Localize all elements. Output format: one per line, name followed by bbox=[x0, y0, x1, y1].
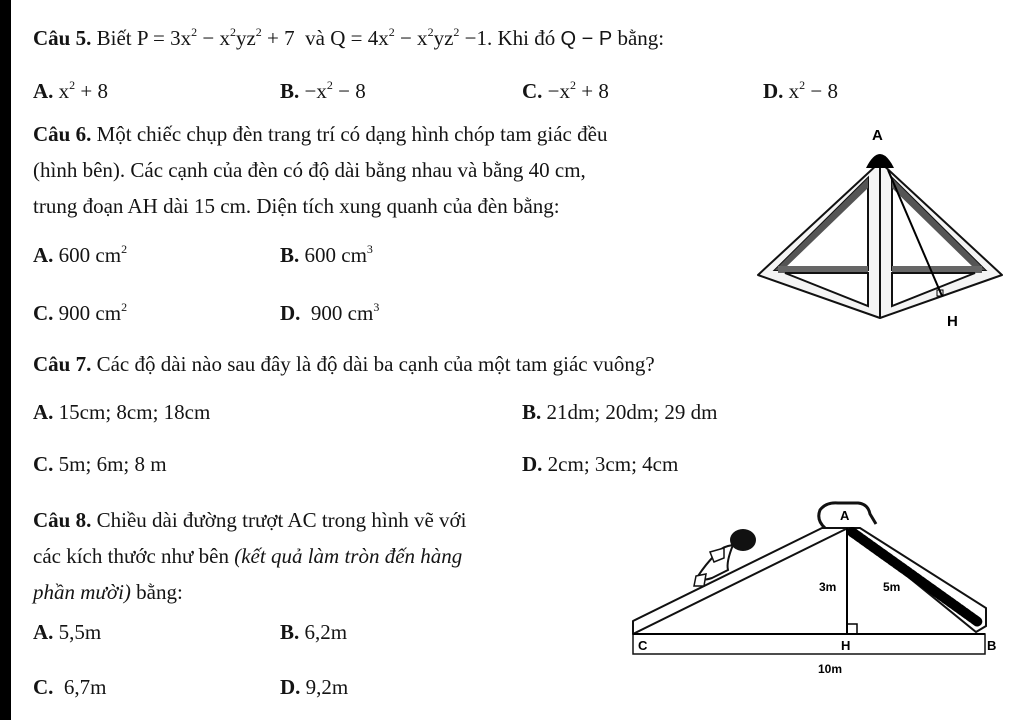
vertex-label-c: C bbox=[638, 638, 648, 653]
q6-line-2: (hình bên). Các cạnh của đèn có độ dài bằng nhau và bằng 40 cm, bbox=[33, 158, 586, 182]
q7-stem bbox=[33, 352, 655, 376]
q8-option-b[interactable]: B. 6,2m bbox=[280, 620, 348, 644]
vertex-label-h: H bbox=[841, 638, 851, 653]
q5-label: Câu 5. bbox=[33, 26, 92, 50]
q8-label: Câu 8. bbox=[33, 508, 92, 532]
q8-line-2: các kích thước như bên bbox=[33, 544, 229, 568]
q5-option-c[interactable]: C. $-x^2 + 8$ bbox=[522, 78, 609, 103]
q5-q-expression: $Q = 4x^2 - x^2yz^2 -1$ bbox=[330, 25, 487, 50]
pyramid-right-base-bar bbox=[892, 266, 982, 273]
q7-text: Các độ dài nào sau đây là độ dài ba cạnh của một tam giác vuông? bbox=[96, 352, 655, 376]
q5-option-a[interactable]: A. $x^2 + 8$ bbox=[33, 78, 109, 103]
apex-label-a: A bbox=[872, 127, 883, 144]
q6-option-c[interactable]: C. 900 $cm^2$ bbox=[33, 300, 128, 325]
length-label-cb: 10m bbox=[818, 662, 843, 676]
q5-p-expression: $P = 3x^2 - x^2yz^2 + 7$ bbox=[136, 25, 295, 50]
pyramid-lamp-figure bbox=[750, 110, 1024, 340]
slide-figure bbox=[620, 490, 1024, 690]
q5-option-b[interactable]: B. $-x^2 - 8$ bbox=[280, 78, 366, 103]
q6-line-1: Một chiếc chụp đèn trang trí có dạng hình chóp tam giác đều bbox=[96, 122, 608, 146]
q8-stem bbox=[33, 502, 601, 610]
q6-option-a[interactable]: A. 600 $cm^2$ bbox=[33, 242, 128, 267]
q5-intro: Biết bbox=[96, 26, 132, 50]
q8-line-3: bằng: bbox=[136, 580, 183, 604]
pyramid-apex-knob bbox=[866, 154, 894, 168]
vertex-label-a: A bbox=[840, 508, 850, 523]
length-label-ab: 5m bbox=[883, 580, 901, 594]
q8-rounding-note: (kết quả làm tròn đến hàng bbox=[234, 544, 463, 568]
slide-ground-bar bbox=[633, 634, 985, 654]
q7-option-a[interactable]: A. 15cm; 8cm; 18cm bbox=[33, 400, 211, 424]
q7-option-b[interactable]: B. 21dm; 20dm; 29 dm bbox=[522, 400, 718, 424]
q8-line-1: Chiều dài đường trượt AC trong hình vẽ với bbox=[96, 508, 467, 532]
q8-option-c[interactable]: C. 6,7m bbox=[33, 675, 107, 699]
q7-option-d[interactable]: D. 2cm; 3cm; 4cm bbox=[522, 452, 679, 476]
left-black-border bbox=[0, 0, 11, 720]
q6-label: Câu 6. bbox=[33, 122, 92, 146]
ladder-steps bbox=[852, 532, 978, 622]
q6-option-b[interactable]: B. 600 $cm^3$ bbox=[280, 242, 373, 267]
q7-label: Câu 7. bbox=[33, 352, 92, 376]
q5-outro-2: bằng: bbox=[617, 26, 665, 50]
q6-stem bbox=[33, 116, 745, 224]
q6-option-d[interactable]: D. 900 $cm^3$ bbox=[280, 300, 380, 325]
q5-difference: Q − P bbox=[560, 28, 613, 50]
pyramid-left-base-bar bbox=[778, 266, 868, 273]
foot-label-h: H bbox=[947, 313, 958, 330]
right-angle-mark-h bbox=[847, 624, 857, 634]
q6-line-3: trung đoạn AH dài 15 cm. Diện tích xung quanh của đèn bằng: bbox=[33, 194, 560, 218]
q5-option-d[interactable]: D. $x^2 - 8$ bbox=[763, 78, 839, 103]
length-label-ah: 3m bbox=[819, 580, 837, 594]
q7-option-c[interactable]: C. 5m; 6m; 8 m bbox=[33, 452, 167, 476]
q5-conj: và bbox=[305, 26, 325, 50]
q8-option-d[interactable]: D. 9,2m bbox=[280, 675, 349, 699]
q8-rounding-note-end: phần mười) bbox=[33, 580, 131, 604]
q5-outro: . Khi đó bbox=[486, 26, 556, 50]
q8-option-a[interactable]: A. 5,5m bbox=[33, 620, 102, 644]
vertex-label-b: B bbox=[987, 638, 997, 653]
q5-stem bbox=[33, 26, 664, 51]
